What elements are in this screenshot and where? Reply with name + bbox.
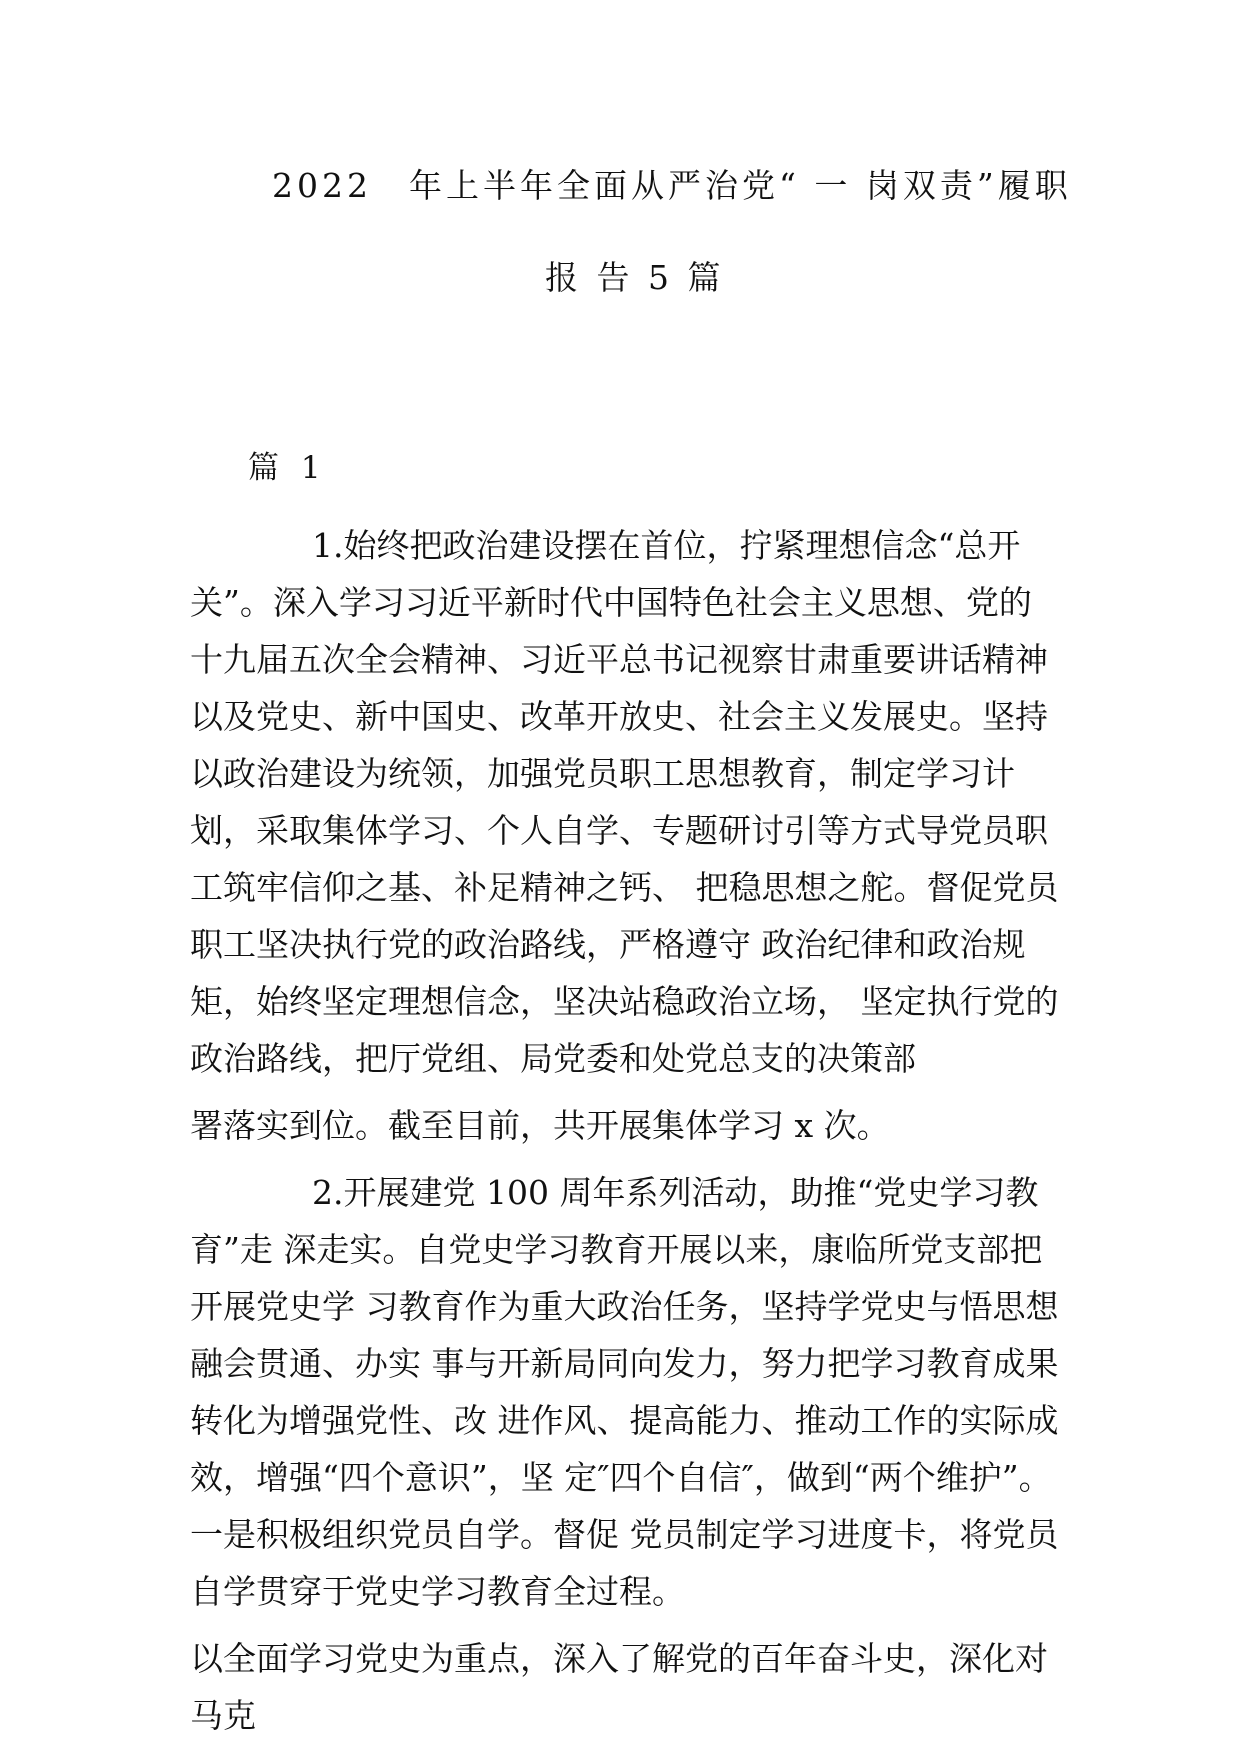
document-body (190, 440, 1063, 1754)
paragraph-2 (190, 1097, 1060, 1154)
document-title-line-1: 2022 年上半年全面从严治党“ 一 岗双责”履职 (272, 166, 1072, 205)
paragraph-3-text: 2.开展建党 100 周年系列活动，助推“党史学习教育”走 深走实。自党史学习教育开展以来，康临所党支部把开展党史学 习教育作为重大政治任务，坚持学党史与悟思想融会贯通、办实 事与开新局同向发力，努力把学习教育成果转化为增强党性、改 进作风、提高能力、推动工作的实际成效，增强“四个意识”，坚 定″四个自信″，做到“两个维护”。 一是积极组织党员自学。督促 党员制定学习进度卡，将党员自学贯穿于党史学习教育全过程。 (190, 1173, 1063, 1611)
section-heading: 篇 1 (248, 450, 327, 486)
paragraph-4-text: 以全面学习党史为重点，深入了解党的百年奋斗史，深化对马克 (190, 1639, 1048, 1735)
paragraph-4 (190, 1630, 1060, 1744)
paragraph-3 (190, 1164, 1063, 1620)
document-title-line-2: 报 告 5 篇 (545, 258, 725, 297)
paragraph-1 (190, 517, 1060, 1087)
paragraph-2-text: 署落实到位。截至目前，共开展集体学习 x 次。 (190, 1106, 890, 1145)
paragraph-1-text: 1.始终把政治建设摆在首位，拧紧理想信念“总开关”。深入学习习近平新时代中国特色社会主义思想、党的十九届五次全会精神、习近平总书记视察甘肃重要讲话精神以及党史、新中国史、改革开放史、社会主义发展史。坚持以政治建设为统领，加强党员职工思想教育，制定学习计划，采取集体学习、个人自学、专题研讨引等方式导党员职工筑牢信仰之基、补足精神之钙、 把稳思想之舵。督促党员职工坚决执行党的政治路线，严格遵守 政治纪律和政治规矩，始终坚定理想信念，坚决站稳政治立场， 坚定执行党的政治路线，把厅党组、局党委和处党总支的决策部 (190, 526, 1059, 1078)
